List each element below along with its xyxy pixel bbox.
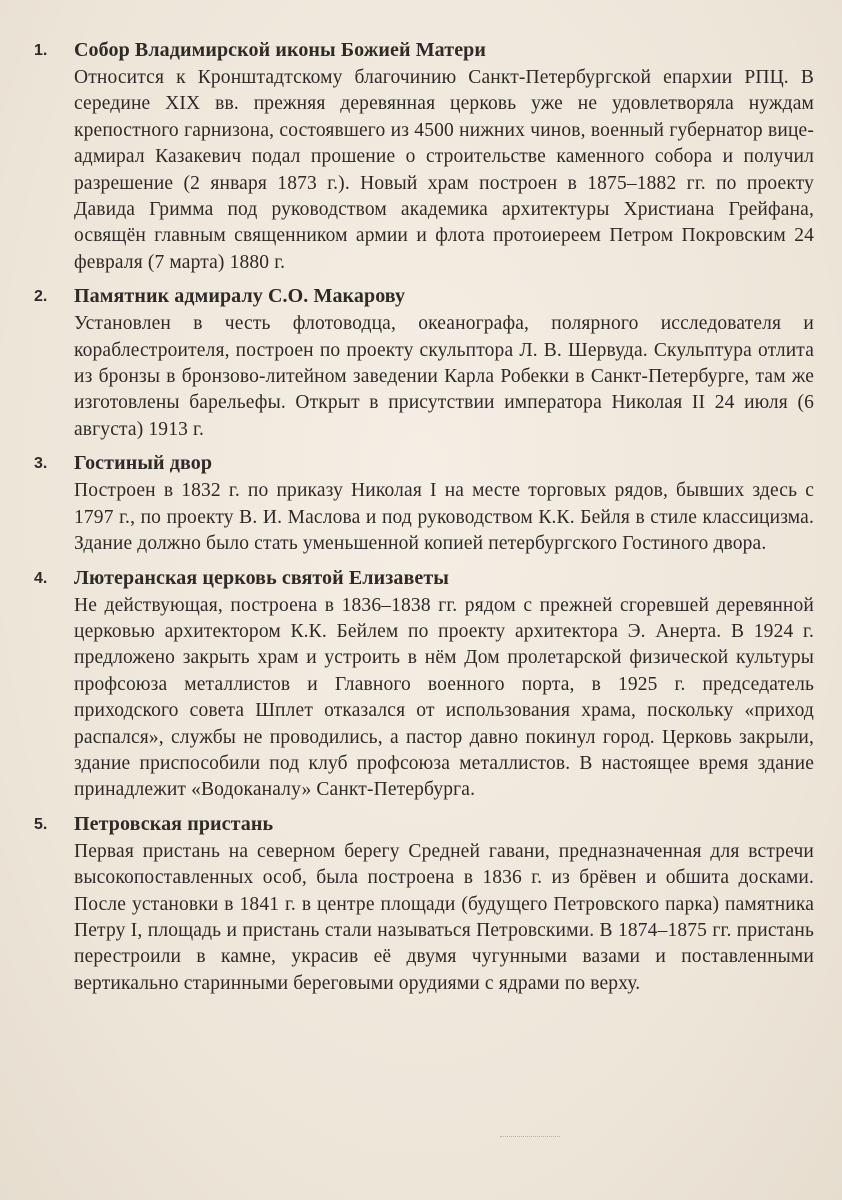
list-item — [34, 36, 814, 276]
list-item — [34, 564, 814, 804]
item-text: Установлен в честь флотоводца, океанографа, полярного исследователя и кораблестроителя, построен по проекту скульптора Л. В. Шервуда. Скульптура отлита из бронзы в бронзово-литейном заведении Карла Робекки в Санкт-Петербурге, там же изготовлены барельефы. Открыт в присутствии императора Николая II 24 июля (6 августа) 1913 г. — [74, 313, 814, 440]
item-title: Петровская пристань — [74, 812, 274, 835]
item-text: Относится к Кронштадтскому благочинию Санкт-Петербургской епархии РПЦ. В середине XIX вв. прежняя деревянная церковь уже не удовлетворяла нуждам крепостного гарнизона, состоявшего из 4500 нижних чинов, военный губернатор вице-адмирал Казакевич подал прошение о строительстве каменного собора и получил разрешение (2 января 1873 г.). Новый храм построен в 1875–1882 гг. по проекту Давида Гримма под руководством академика архитектуры Христиана Грейфана, освящён главным священником армии и флота протоиереем Петром Покровским 24 февраля (7 марта) 1880 г. — [74, 67, 814, 273]
item-title: Собор Владимирской иконы Божией Матери — [74, 39, 487, 61]
item-title: Гостиный двор — [74, 452, 213, 475]
item-text: Первая пристань на северном берегу Средней гавани, предназначенная для встречи высокопоставленных особ, была построена в 1836 г. из брёвен и обшита досками. После установки в 1841 г. в центре площади (будущего Петровского парка) памятника Петру I, площадь и пристань стали называться Петровскими. В 1874–1875 гг. пристань перестроили в камне, украсив её двумя чугунными вазами и поставленными вертикально старинными береговыми орудиями с ядрами по верху. — [74, 840, 814, 994]
list-item — [34, 810, 814, 997]
item-text: Построен в 1832 г. по приказу Николая I на месте торговых рядов, бывших здесь с 1797 г., по проекту В. И. Маслова и под руководством К.К. Бейля в стиле классицизма. Здание должно было стать уменьшенной копией петербургского Гостиного двора. — [74, 480, 814, 555]
item-number: 1. — [34, 42, 48, 59]
item-number: 5. — [34, 815, 48, 833]
list-item — [34, 449, 814, 557]
item-title: Памятник адмиралу С.О. Макарову — [74, 285, 406, 308]
item-number: 4. — [34, 569, 48, 587]
item-text: Не действующая, построена в 1836–1838 гг. рядом с прежней сгоревшей деревянной церковью архитектором К.К. Бейлем по проекту архитектора Э. Анерта. В 1924 г. предложено закрыть храм и устроить в нём Дом пролетарской физической культуры профсоюза металлистов и Главного военного порта, в 1925 г. председатель приходского совета Шплет отказался от использования храма, поскольку «приход распался», службы не проводились, а пастор давно покинул город. Церковь закрыли, здание приспособили под клуб профсоюза металлистов. В настоящее время здание принадлежит «Водоканалу» Санкт-Петербурга. — [74, 594, 814, 801]
list-item — [34, 282, 814, 443]
item-number: 3. — [34, 455, 48, 473]
item-title: Лютеранская церковь святой Елизаветы — [74, 566, 450, 589]
landmark-list — [34, 36, 814, 1003]
item-number: 2. — [34, 288, 48, 306]
paper-speck-decoration — [500, 1136, 560, 1139]
